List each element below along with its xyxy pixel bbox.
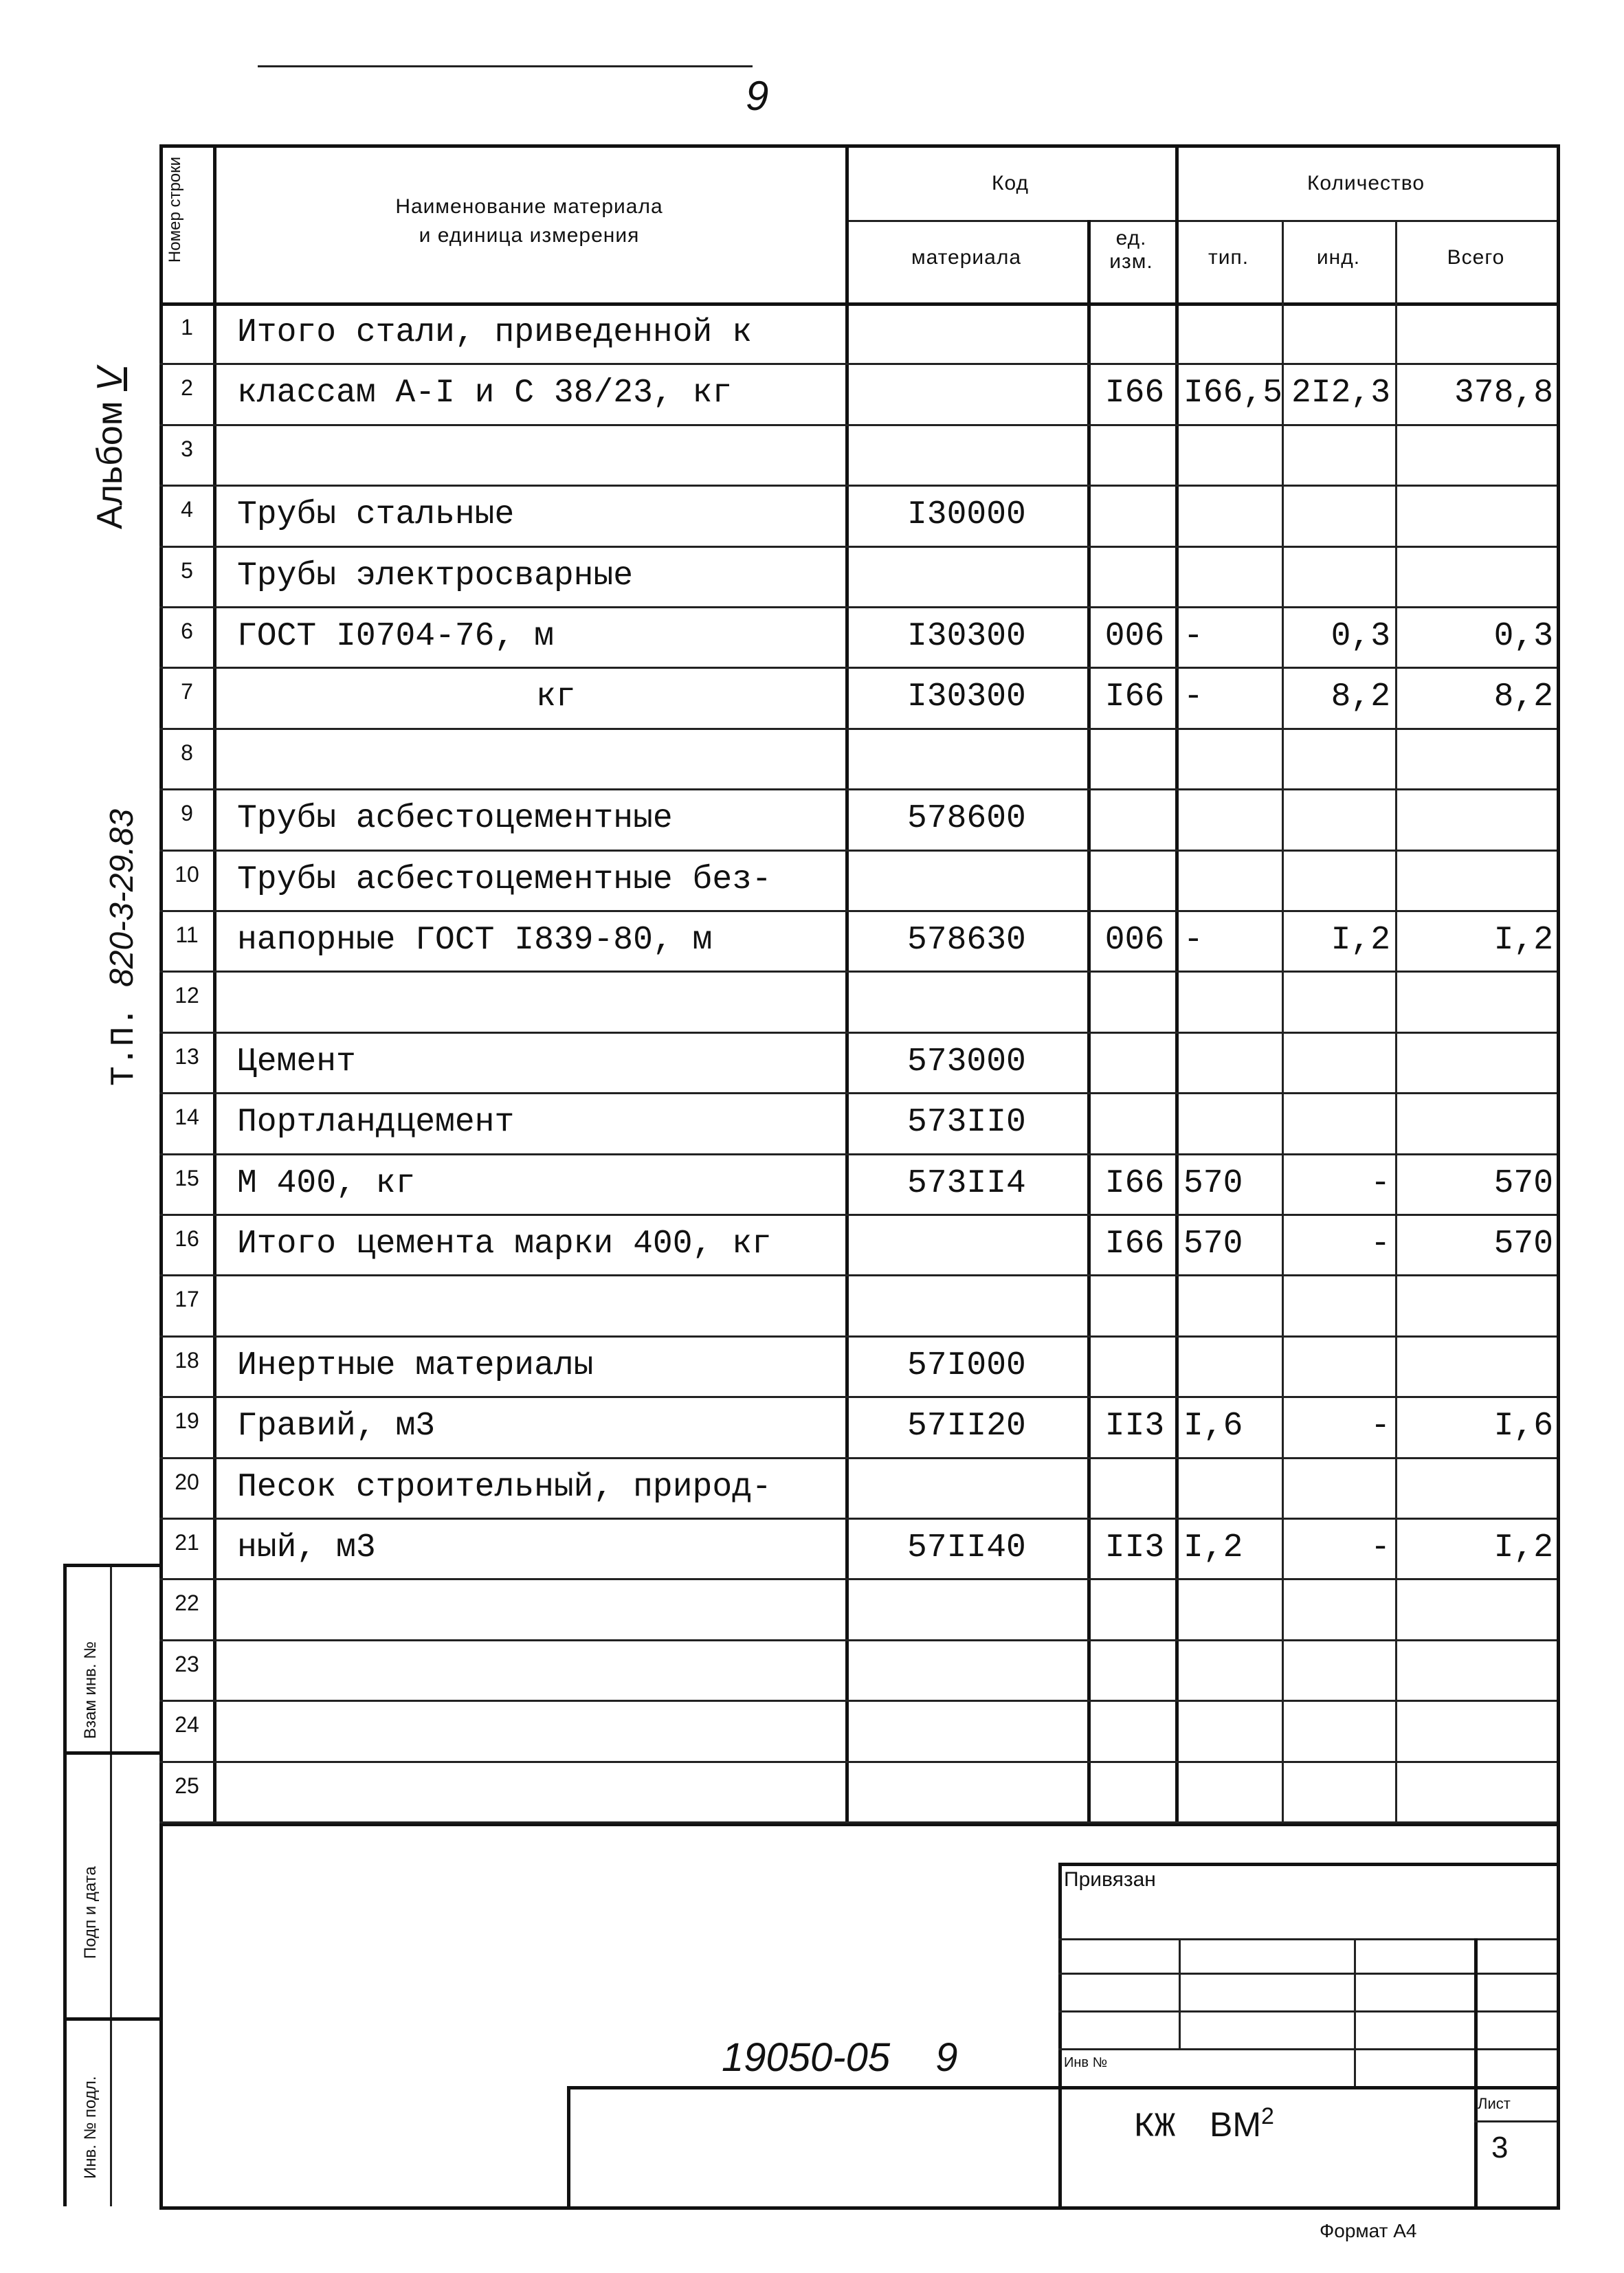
sheet-label: Лист: [1478, 2095, 1511, 2112]
row-tip: -: [1183, 922, 1203, 959]
row-code: 578630: [907, 922, 1026, 959]
row-unit: II3: [1104, 1529, 1165, 1566]
row-divider: [159, 1457, 1557, 1459]
row-divider: [159, 910, 1557, 912]
stamp-inv: Инв. № подл.: [81, 2076, 100, 2179]
row-tip: -: [1183, 618, 1203, 655]
row-divider: [159, 1092, 1557, 1094]
row-ind: 8,2: [1331, 678, 1390, 716]
row-number: 9: [181, 801, 193, 825]
row-unit: I66: [1104, 375, 1165, 412]
row-name: ГОСТ I0704-76, м: [237, 618, 554, 655]
row-ind: 2I2,3: [1291, 375, 1390, 412]
row-tip: I,6: [1183, 1408, 1243, 1445]
row-total: I,2: [1493, 1529, 1553, 1566]
header-bottom-border: [159, 302, 1557, 306]
tb-main-left: [567, 2086, 570, 2206]
row-number: 14: [175, 1105, 199, 1129]
row-ind: -: [1370, 1165, 1390, 1202]
top-rule: [258, 65, 753, 67]
row-total: 8,2: [1493, 678, 1553, 716]
row-number: 3: [181, 436, 193, 461]
row-code: 578600: [907, 800, 1026, 837]
row-number: 7: [181, 679, 193, 704]
row-number: 22: [175, 1590, 199, 1615]
row-divider: [159, 850, 1557, 852]
row-total: I,6: [1493, 1408, 1553, 1445]
header-row-number: [166, 141, 184, 278]
header-tip: тип.: [1208, 246, 1249, 269]
row-tip: I,2: [1183, 1529, 1243, 1566]
row-number: 5: [181, 558, 193, 583]
col-number-border: [213, 144, 216, 1823]
row-name: Итого стали, приведенной к: [237, 314, 752, 351]
stamp-outer-left: [63, 1564, 67, 2206]
tb-col-1: [1179, 1938, 1181, 2048]
row-code: 573000: [907, 1043, 1026, 1080]
tb-main-top: [567, 2086, 1557, 2089]
format-label: Формат А4: [1320, 2220, 1417, 2241]
col-total-border: [1395, 220, 1397, 1823]
row-ind: I,2: [1331, 922, 1390, 959]
row-divider: [159, 1214, 1557, 1216]
row-number: 11: [175, 922, 199, 947]
row-tip: I66,5: [1183, 375, 1283, 412]
row-name: кг: [536, 678, 576, 716]
table-right-border: [1557, 144, 1560, 2210]
tb-line-5: [1058, 2048, 1557, 2050]
col-tip-border: [1175, 144, 1179, 1823]
tb-line-4: [1058, 2010, 1557, 2013]
row-code: 573II0: [907, 1104, 1026, 1141]
row-divider: [159, 1274, 1557, 1276]
header-unit-line1: ед.: [1115, 227, 1147, 250]
row-name: М 400, кг: [237, 1165, 416, 1202]
row-total: 570: [1493, 1226, 1553, 1263]
mark-vm: ВМ: [1210, 2105, 1262, 2144]
row-divider: [159, 424, 1557, 426]
col-ind-border: [1282, 220, 1284, 1823]
mark-kzh: КЖ: [1134, 2107, 1176, 2147]
row-code: 573II4: [907, 1165, 1026, 1202]
row-name: напорные ГОСТ I839-80, м: [237, 922, 713, 959]
row-number: 4: [181, 497, 193, 522]
row-number: 12: [175, 983, 199, 1008]
album-text: Альбом: [90, 401, 130, 529]
table-top-border: [159, 144, 1557, 148]
row-divider: [159, 1396, 1557, 1398]
row-unit: II3: [1104, 1408, 1165, 1445]
row-number: 17: [175, 1287, 199, 1311]
header-row-number-text: Номер строки: [166, 156, 184, 263]
header-name: [213, 192, 845, 250]
row-tip: 570: [1183, 1165, 1243, 1202]
col-unit-border: [1087, 220, 1091, 1823]
header-unit-line2: изм.: [1109, 250, 1153, 273]
tb-col-2: [1354, 1938, 1356, 2086]
project-prefix: Т.П.: [106, 1006, 143, 1086]
row-divider: [159, 728, 1557, 730]
row-ind: 0,3: [1331, 618, 1390, 655]
row-number: 8: [181, 740, 193, 765]
bound-label: Привязан: [1064, 1868, 1156, 1891]
row-number: 18: [175, 1348, 199, 1373]
tb-top: [1058, 1863, 1557, 1866]
row-total: 570: [1493, 1165, 1553, 1202]
page-number: 9: [746, 73, 769, 119]
row-unit: 006: [1104, 618, 1165, 655]
header-mid-border: [845, 220, 1557, 222]
doc-mark: [1134, 2103, 1274, 2147]
row-name: классам А-I и С 38/23, кг: [237, 375, 733, 412]
row-number: 19: [175, 1408, 199, 1433]
row-ind: -: [1370, 1529, 1390, 1566]
project-label: [103, 809, 143, 1086]
header-name-line1: Наименование материала: [395, 195, 663, 218]
row-unit: 006: [1104, 922, 1165, 959]
tb-sheet-divider: [1474, 2120, 1557, 2122]
tb-line-3: [1058, 1973, 1557, 1975]
tb-left: [1058, 1863, 1062, 2206]
row-unit: I66: [1104, 1165, 1165, 1202]
row-divider: [159, 1761, 1557, 1763]
row-name: ный, м3: [237, 1529, 376, 1566]
album-number: V: [90, 367, 130, 391]
row-number: 20: [175, 1470, 199, 1494]
row-divider: [159, 1335, 1557, 1338]
row-code: 57II20: [907, 1408, 1026, 1445]
row-ind: -: [1370, 1226, 1390, 1263]
row-total: I,2: [1493, 922, 1553, 959]
tb-line-2: [1058, 1938, 1557, 1940]
tb-col-3: [1474, 1938, 1478, 2206]
row-number: 21: [175, 1530, 199, 1555]
header-material: материала: [911, 246, 1022, 269]
row-divider: [159, 1032, 1557, 1034]
row-code: I30300: [907, 678, 1026, 716]
row-divider: [159, 1518, 1557, 1520]
row-number: 15: [175, 1166, 199, 1190]
row-number: 16: [175, 1226, 199, 1251]
row-tip: 570: [1183, 1226, 1243, 1263]
row-number: 6: [181, 619, 193, 643]
row-divider: [159, 971, 1557, 973]
project-number: 820-3-29.83: [104, 809, 140, 987]
stamp-podp: Подп и дата: [81, 1866, 100, 1959]
row-divider: [159, 546, 1557, 548]
row-code: 57II40: [907, 1529, 1026, 1566]
row-ind: -: [1370, 1408, 1390, 1445]
stamp-divider-2: [63, 2017, 159, 2021]
row-total: 378,8: [1454, 375, 1553, 412]
stamp-vzam: Взам инв. №: [81, 1641, 100, 1739]
header-ind: инд.: [1316, 246, 1361, 269]
header-quantity: Количество: [1306, 172, 1425, 195]
header-total: Всего: [1447, 246, 1505, 269]
row-name: Трубы асбестоцементные без-: [237, 861, 772, 898]
row-name: Трубы асбестоцементные: [237, 800, 673, 837]
album-label: [89, 367, 131, 529]
row-name: Трубы стальные: [237, 496, 515, 533]
row-number: 13: [175, 1044, 199, 1069]
col-name-border: [845, 144, 849, 1823]
row-divider: [159, 667, 1557, 669]
row-code: I30300: [907, 618, 1026, 655]
row-divider: [159, 1639, 1557, 1641]
row-name: Портландцемент: [237, 1104, 515, 1141]
header-name-line2: и единица измерения: [419, 224, 640, 247]
row-tip: -: [1183, 678, 1203, 716]
row-number: 24: [175, 1712, 199, 1737]
row-unit: I66: [1104, 1226, 1165, 1263]
row-number: 10: [175, 862, 199, 887]
row-name: Гравий, м3: [237, 1408, 436, 1445]
row-name: Песок строительный, природ-: [237, 1469, 772, 1506]
row-name: Инертные материалы: [237, 1347, 594, 1384]
row-name: Трубы электросварные: [237, 557, 634, 595]
row-number: 25: [175, 1773, 199, 1798]
header-unit: [1087, 227, 1175, 274]
sheet-number: 3: [1491, 2131, 1509, 2164]
doc-number: [722, 2034, 958, 2081]
doc-sheet-text: 9: [935, 2035, 958, 2080]
row-code: I30000: [907, 496, 1026, 533]
header-code: Код: [991, 172, 1029, 195]
row-divider: [159, 1153, 1557, 1155]
row-divider: [159, 606, 1557, 608]
doc-number-text: 19050-05: [722, 2035, 891, 2080]
row-divider: [159, 363, 1557, 365]
row-divider: [159, 1700, 1557, 1702]
row-divider: [159, 1821, 1557, 1823]
mark-sup: 2: [1261, 2103, 1274, 2129]
row-name: Цемент: [237, 1043, 356, 1080]
inv-no-label: Инв №: [1064, 2055, 1108, 2070]
row-divider: [159, 485, 1557, 487]
row-unit: I66: [1104, 678, 1165, 716]
row-total: 0,3: [1493, 618, 1553, 655]
row-divider: [159, 1578, 1557, 1580]
row-number: 2: [181, 375, 193, 400]
page-bottom-border: [159, 2206, 1560, 2210]
row-number: 1: [181, 315, 193, 340]
stamp-top: [63, 1564, 159, 1567]
stamp-inner-divider: [110, 1564, 112, 2206]
row-code: 57I000: [907, 1347, 1026, 1384]
row-number: 23: [175, 1652, 199, 1676]
row-divider: [159, 788, 1557, 790]
row-name: Итого цемента марки 400, кг: [237, 1226, 772, 1263]
stamp-divider-1: [63, 1751, 159, 1755]
